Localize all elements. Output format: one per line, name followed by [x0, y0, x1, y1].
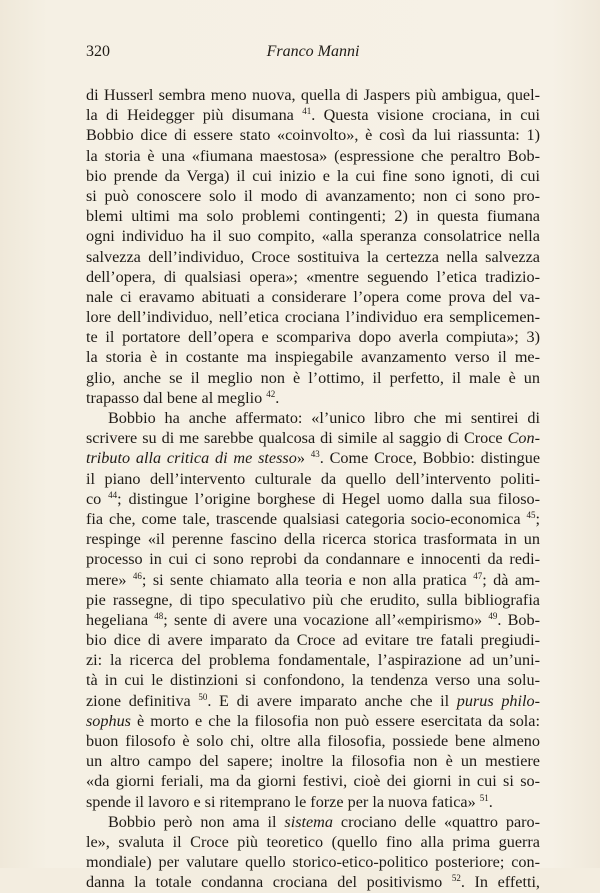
text-line — [86, 771, 540, 791]
text-run: ; distingue l’origine borghese di Hegel uomo dalla sua filoso- — [117, 489, 540, 508]
text-line — [86, 792, 540, 812]
text-run: . Come Croce, Bobbio: distingue — [319, 449, 541, 468]
text-line — [86, 368, 540, 388]
text-line — [86, 751, 540, 771]
text-run: . Questa visione crociana, in cui — [311, 106, 540, 125]
footnote-marker: 42 — [266, 388, 276, 399]
text-run: bio dice di avere imparato da Croce ad evitare tre fatali pregiudi- — [86, 631, 540, 650]
text-line — [86, 428, 540, 448]
text-line — [86, 852, 540, 872]
text-line — [86, 85, 540, 105]
footnote-marker: 51 — [479, 792, 489, 803]
text-line — [86, 347, 540, 367]
text-line — [86, 529, 540, 549]
text-run: . E di avere imparato anche che il — [207, 691, 457, 710]
text-run: ; si sente chiamato alla teoria e non alla pratica — [141, 570, 474, 589]
text-run: zi: la ricerca del problema fondamentale, l’aspirazione ad un’uni- — [86, 651, 540, 670]
footnote-marker: 47 — [473, 570, 483, 581]
text-line — [86, 125, 540, 145]
paragraph — [86, 812, 540, 893]
text-run: crociano delle «quattro paro- — [332, 812, 541, 831]
text-run: co — [86, 489, 109, 508]
text-line — [86, 872, 540, 892]
text-run: mere» — [86, 570, 133, 589]
text-run: te il portatore dell’opera e scompariva dopo averla compiuta»; 3) — [86, 328, 540, 347]
text-line — [86, 267, 540, 287]
running-head: Franco Manni — [266, 43, 360, 60]
text-line — [86, 670, 540, 690]
text-line — [86, 408, 540, 428]
footnote-marker: 48 — [154, 610, 164, 621]
text-line — [86, 247, 540, 267]
text-run: ogni individuo ha il suo compito, «alla speranza consolatrice nella — [86, 227, 540, 246]
text-run: dell’opera, di qualsiasi opera»; «mentre seguendo l’etica tradizio- — [86, 267, 540, 286]
footnote-marker: 52 — [451, 873, 461, 884]
text-line — [86, 327, 540, 347]
text-line — [86, 731, 540, 751]
text-run: le», svaluta il Croce più teoretico (quello fino alla prima guerra — [86, 832, 540, 851]
text-run: ; dà am- — [482, 570, 540, 589]
text-run: Bobbio ha anche affermato: «l’unico libro che mi sentirei di — [108, 409, 540, 427]
text-line — [86, 469, 540, 489]
text-run: fia che, come tale, trascende qualsiasi categoria socio-economica — [86, 509, 527, 528]
text-line — [86, 388, 540, 408]
text-line — [86, 509, 540, 529]
text-run: si può conoscere solo il modo di avanzamento; non ci sono pro- — [86, 186, 540, 205]
text-line — [86, 105, 540, 125]
text-run: mondiale) per valutare quello storico-etico-politico posteriore; con- — [86, 853, 540, 872]
text-run: pie rassegne, di tipo speculativo più che erudito, sulla bibliografia — [86, 590, 540, 609]
text-run: glio, anche se il meglio non è l’ottimo, il perfetto, il male è un — [86, 368, 540, 387]
text-run: . — [488, 792, 493, 811]
italic-text: sophus — [86, 711, 131, 730]
text-line — [86, 226, 540, 246]
text-run: » — [296, 449, 311, 468]
footnote-marker: 45 — [526, 509, 536, 520]
text-line — [86, 307, 540, 327]
paragraph — [86, 408, 540, 812]
text-line — [86, 146, 540, 166]
text-line — [86, 630, 540, 650]
text-line — [86, 166, 540, 186]
text-run: zione definitiva — [86, 691, 199, 710]
footnote-marker: 49 — [488, 610, 498, 621]
text-run: la storia è in costante ma inspiegabile avanzamento verso il me- — [86, 348, 540, 367]
text-run: salvezza dell’individuo, Croce sostituiva la certezza nella salvezza — [86, 247, 540, 266]
text-run: ; sente di avere una vocazione all’«empirismo» — [163, 610, 489, 629]
text-run: «da giorni feriali, ma da giorni festivi, cioè dei giorni in cui si so- — [86, 772, 540, 791]
text-run: nale ci eravamo abituati a considerare l’opera come prova del va- — [86, 287, 540, 306]
text-line — [86, 206, 540, 226]
footnote-marker: 41 — [302, 106, 312, 117]
text-run: . — [275, 388, 280, 407]
text-run: . Bob- — [497, 610, 541, 629]
body-text — [86, 85, 540, 893]
text-run: la di Heidegger più disumana — [86, 106, 303, 125]
text-run: è morto e che la filosofia non può essere esercitata da sola: — [130, 711, 540, 730]
text-run: di Husserl sembra meno nuova, quella di Jaspers più ambigua, quel- — [86, 86, 540, 104]
footnote-marker: 44 — [108, 489, 118, 500]
footnote-marker: 43 — [310, 449, 320, 460]
text-run: blemi ultimi ma solo problemi contingenti; 2) in questa fiumana — [86, 207, 540, 226]
text-run: trapasso dal bene al meglio — [86, 388, 267, 407]
footnote-marker: 50 — [198, 691, 208, 702]
text-run: tà in cui le distinzioni si confondono, la tendenza verso una solu- — [86, 671, 540, 690]
text-run: . In effetti, — [460, 873, 540, 892]
page-header — [86, 43, 540, 65]
text-run: processo in cui ci sono reprobi da condannare e innocenti da redi- — [86, 550, 540, 569]
text-line — [86, 448, 540, 468]
text-line — [86, 650, 540, 670]
text-run: danna la totale condanna crociana del positivismo — [86, 873, 452, 892]
text-line — [86, 610, 540, 630]
text-run: respinge «il perenne fascino della ricerca storica trasformata in un — [86, 530, 540, 549]
text-run: la storia è una «fiumana maestosa» (espressione che peraltro Bob- — [86, 146, 540, 165]
text-run: il piano dell’intervento culturale da quello dell’intervento politi- — [86, 469, 540, 488]
text-line — [86, 186, 540, 206]
italic-text: purus philo- — [456, 691, 540, 710]
text-line — [86, 832, 540, 852]
text-line — [86, 590, 540, 610]
text-line — [86, 287, 540, 307]
italic-text: Con- — [507, 429, 540, 448]
text-line — [86, 691, 540, 711]
text-line — [86, 711, 540, 731]
text-run: spende il lavoro e si ritemprano le forze per la nuova fatica» — [86, 792, 480, 811]
text-line — [86, 549, 540, 569]
text-run: Bobbio però non ama il — [108, 812, 285, 831]
text-line — [86, 570, 540, 590]
text-line — [86, 489, 540, 509]
text-run: un altro campo del sapere; inoltre la filosofia non è un mestiere — [86, 752, 540, 771]
text-line — [86, 812, 540, 832]
page-number: 320 — [86, 43, 110, 60]
text-run: lore dell’individuo, nell’etica crociana l’individuo era semplicemen- — [86, 308, 540, 327]
text-run: ; — [535, 509, 540, 528]
text-run: scrivere su di me sarebbe qualcosa di simile al saggio di Croce — [86, 429, 508, 448]
text-run: bio prende da Verga) il cui inizio e la cui fine sono ignoti, di cui — [86, 166, 540, 185]
italic-text: sistema — [284, 812, 333, 831]
italic-text: tributo alla critica di me stesso — [86, 449, 297, 468]
footnote-marker: 46 — [132, 570, 142, 581]
text-run: hegeliana — [86, 610, 155, 629]
text-run: Bobbio dice di essere stato «coinvolto», è così da lui riassunta: 1) — [86, 126, 540, 145]
paragraph — [86, 85, 540, 408]
text-run: buon filosofo è solo chi, oltre alla filosofia, possiede bene almeno — [86, 732, 540, 750]
